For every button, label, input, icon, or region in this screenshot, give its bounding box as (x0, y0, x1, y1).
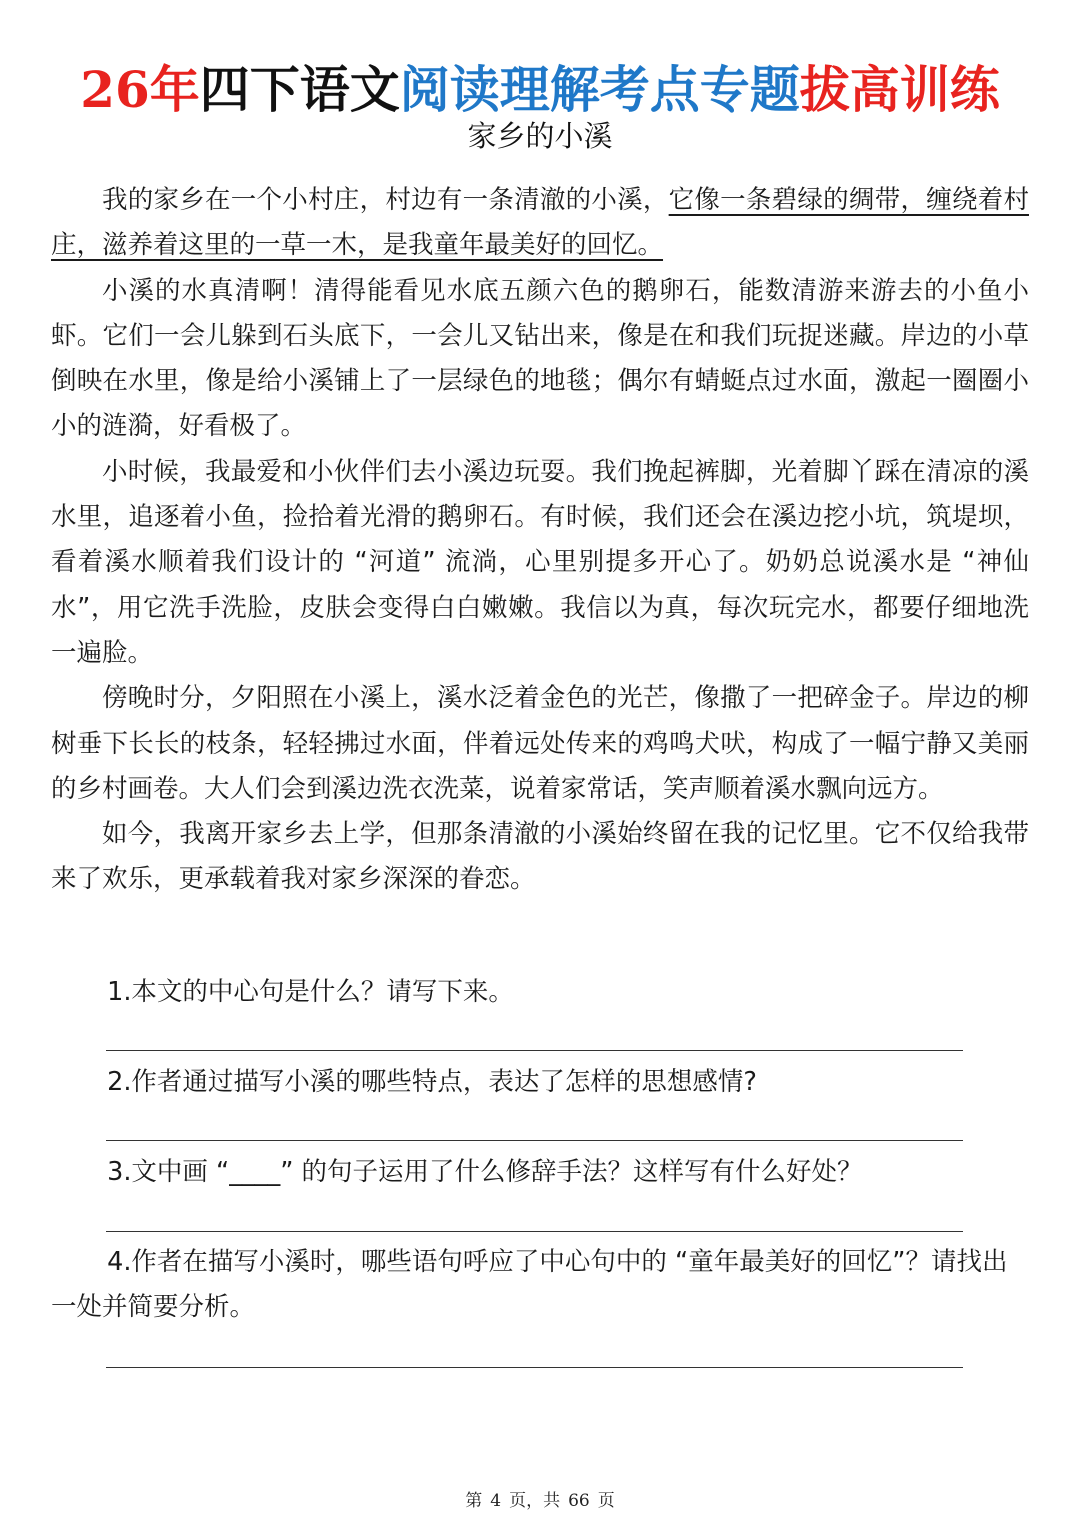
question-text: 2.作者通过描写小溪的哪些特点，表达了怎样的思想感情? (107, 1067, 757, 1097)
footer-page-unit: 页 (597, 1491, 615, 1511)
paragraph-1 (51, 178, 1029, 269)
question-text: 4.作者在描写小溪时，哪些语句呼应了中心句中的 “童年最美好的回忆”？请找出一处并简要分析。 (51, 1247, 1008, 1322)
paragraph-3: 小时候，我最爱和小伙伴们去小溪边玩耍。我们挽起裤脚，光着脚丫踩在清凉的溪水里，追逐着小鱼，捡拾着光滑的鹅卵石。有时候，我们还会在溪边挖小坑，筑堤坝，看着溪水顺着我们设计的 “河道” 流淌，心里别提多开心了。奶奶总说溪水是 “神仙水”，用它洗手洗脸，皮肤会变得白白嫩嫩。我信以为真，每次玩完水，都要仔细地洗一遍脸。 (51, 456, 1029, 668)
banner-grade: 四下语文 (199, 60, 400, 119)
answer-line-1[interactable] (106, 1050, 963, 1051)
page-footer (0, 1486, 1080, 1511)
banner-year: 26年 (80, 60, 200, 119)
question-2 (51, 1060, 1029, 1105)
footer-page-label: 第 (465, 1491, 483, 1511)
article-body (51, 178, 1029, 903)
answer-line-4[interactable] (106, 1367, 963, 1368)
footer-total-pages: 66 (568, 1491, 590, 1511)
answer-line-3[interactable] (106, 1231, 963, 1232)
underlined-sentence: 它像一条碧绿的绸带，缠绕着村庄，滋养着这里的一草一木，是我童年最美好的回忆。 (51, 185, 1029, 261)
banner-topic: 阅读理解考点专题 (399, 60, 800, 119)
article-title: 家乡的小溪 (467, 119, 613, 153)
question-3 (51, 1150, 1029, 1195)
question-4 (51, 1240, 1029, 1330)
footer-page-number: 4 (490, 1491, 502, 1511)
banner-training: 拔高训练 (799, 60, 1000, 119)
question-text: 1.本文的中心句是什么？请写下来。 (107, 977, 514, 1007)
paragraph-1-plain: 我的家乡在一个小村庄，村边有一条清澈的小溪， (102, 185, 669, 215)
question-1 (51, 970, 1029, 1015)
paragraph-4: 傍晚时分，夕阳照在小溪上，溪水泛着金色的光芒，像撒了一把碎金子。岸边的柳树垂下长长的枝条，轻轻拂过水面，伴着远处传来的鸡鸣犬吠，构成了一幅宁静又美丽的乡村画卷。大人们会到溪边洗衣洗菜，说着家常话，笑声顺着溪水飘向远方。 (51, 683, 1029, 804)
question-text: 3.文中画 “____” 的句子运用了什么修辞手法？这样写有什么好处？ (107, 1157, 863, 1187)
answer-line-2[interactable] (106, 1140, 963, 1141)
footer-separator: 页，共 (509, 1491, 561, 1511)
paragraph-5: 如今，我离开家乡去上学，但那条清澈的小溪始终留在我的记忆里。它不仅给我带来了欢乐，更承载着我对家乡深深的眷恋。 (51, 819, 1029, 895)
paragraph-2: 小溪的水真清啊！清得能看见水底五颜六色的鹅卵石，能数清游来游去的小鱼小虾。它们一会儿躲到石头底下，一会儿又钻出来，像是在和我们玩捉迷藏。岸边的小草倒映在水里，像是给小溪铺上了一层绿色的地毯；偶尔有蜻蜓点过水面，激起一圈圈小小的涟漪，好看极了。 (51, 275, 1029, 442)
